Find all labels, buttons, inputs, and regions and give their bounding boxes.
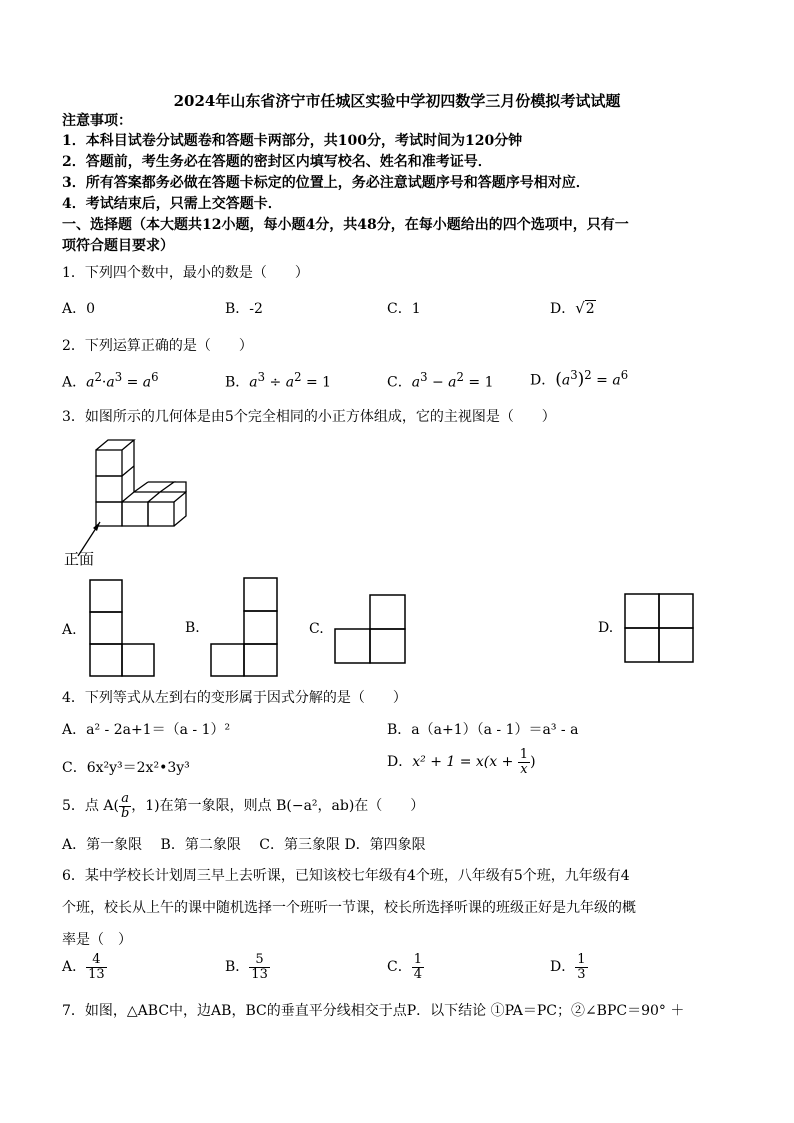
q1-option-a: A．0 <box>62 301 96 317</box>
notice-item-3: 3．所有答案都务必做在答题卡标定的位置上，务必注意试题序号和答题序号相对应． <box>62 175 590 191</box>
q3-option-b: B. <box>185 620 200 636</box>
page-title: 2024年山东省济宁市任城区实验中学初四数学三月份模拟考试试题 <box>173 92 621 110</box>
q2-option-c: C．$a^3 - a^2 = 1$ <box>387 370 494 391</box>
q3-option-c: C. <box>309 621 324 637</box>
q4-option-d: D．x² + 1 = x(x + $\frac{1}{x}$ ) <box>387 747 536 777</box>
q3-view-b <box>210 577 278 677</box>
q6-option-b: B． $\frac{5}{13}$ <box>225 952 268 982</box>
q3-view-a <box>89 579 155 677</box>
q4-option-b: B．a（a+1）（a - 1）＝a³ - a <box>387 722 579 738</box>
q2-option-b: B．$a^3 \div a^2 = 1$ <box>225 370 332 391</box>
q3-view-d <box>624 593 694 663</box>
notice-item-2: 2．答题前，考生务必在答题的密封区内填写校名、姓名和准考证号． <box>62 154 492 170</box>
q2-option-d: D．$(a^3)^2 = a^6$ <box>530 368 629 390</box>
q6-option-c: C． $\frac{1}{4}$ <box>387 952 422 982</box>
notice-item-1: 1．本科目试卷分试题卷和答题卡两部分，共100分，考试时间为120分钟 <box>62 133 523 149</box>
section-heading-line1: 一、选择题（本大题共12小题，每小题4分，共48分，在每小题给出的四个选项中，只有一 <box>62 217 629 233</box>
q1-option-c: C．1 <box>387 301 421 317</box>
q6-stem: 6．某中学校长计划周三早上去听课，已知该校七年级有4个班，八年级有5个班，九年级有4 个班，校长从上午的课中随机选择一个班听一节课，校长所选择听课的班级正好是九年级的概 率是（ ） <box>62 868 636 948</box>
notice-item-4: 4．考试结束后，只需上交答题卡． <box>62 196 282 212</box>
section-heading-line2: 项符合题目要求） <box>62 238 174 254</box>
q3-option-a: A. <box>62 622 77 638</box>
q3-option-d: D. <box>598 620 614 636</box>
q5-stem: 5．点 A( $\frac{a}{b}$ ，1)在第一象限，则点 B(−a²，ab)在（ ） <box>62 791 425 821</box>
q7-stem: 7．如图，△ABC中，边AB，BC的垂直平分线相交于点P．以下结论 ①PA＝PC；②∠BPC＝90° ＋ <box>62 1003 685 1019</box>
q6-option-a: A． $\frac{4}{13}$ <box>62 952 105 982</box>
q6-option-d: D． $\frac{1}{3}$ <box>550 952 586 982</box>
q3-view-c <box>334 594 406 664</box>
q4-option-c: C．6x²y³＝2x²•3y³ <box>62 760 190 776</box>
q2-stem: 2．下列运算正确的是（ ） <box>62 338 253 354</box>
q4-option-a: A．a² - 2a+1＝（a - 1）² <box>62 722 231 738</box>
q2-option-a: A．$a^2\cdot a^3 = a^6$ <box>62 370 159 391</box>
q1-option-d: D．√2 <box>550 299 595 317</box>
front-label: 正面 <box>64 550 95 568</box>
q3-stem: 3．如图所示的几何体是由5个完全相同的小正方体组成，它的主视图是（ ） <box>62 409 556 425</box>
q5-options: A．第一象限 B．第二象限 C．第三象限 D．第四象限 <box>62 837 426 853</box>
notice-heading: 注意事项： <box>62 113 132 129</box>
q1-stem: 1．下列四个数中，最小的数是（ ） <box>62 265 309 281</box>
q4-stem: 4．下列等式从左到右的变形属于因式分解的是（ ） <box>62 690 407 706</box>
q1-option-b: B．-2 <box>225 301 263 317</box>
